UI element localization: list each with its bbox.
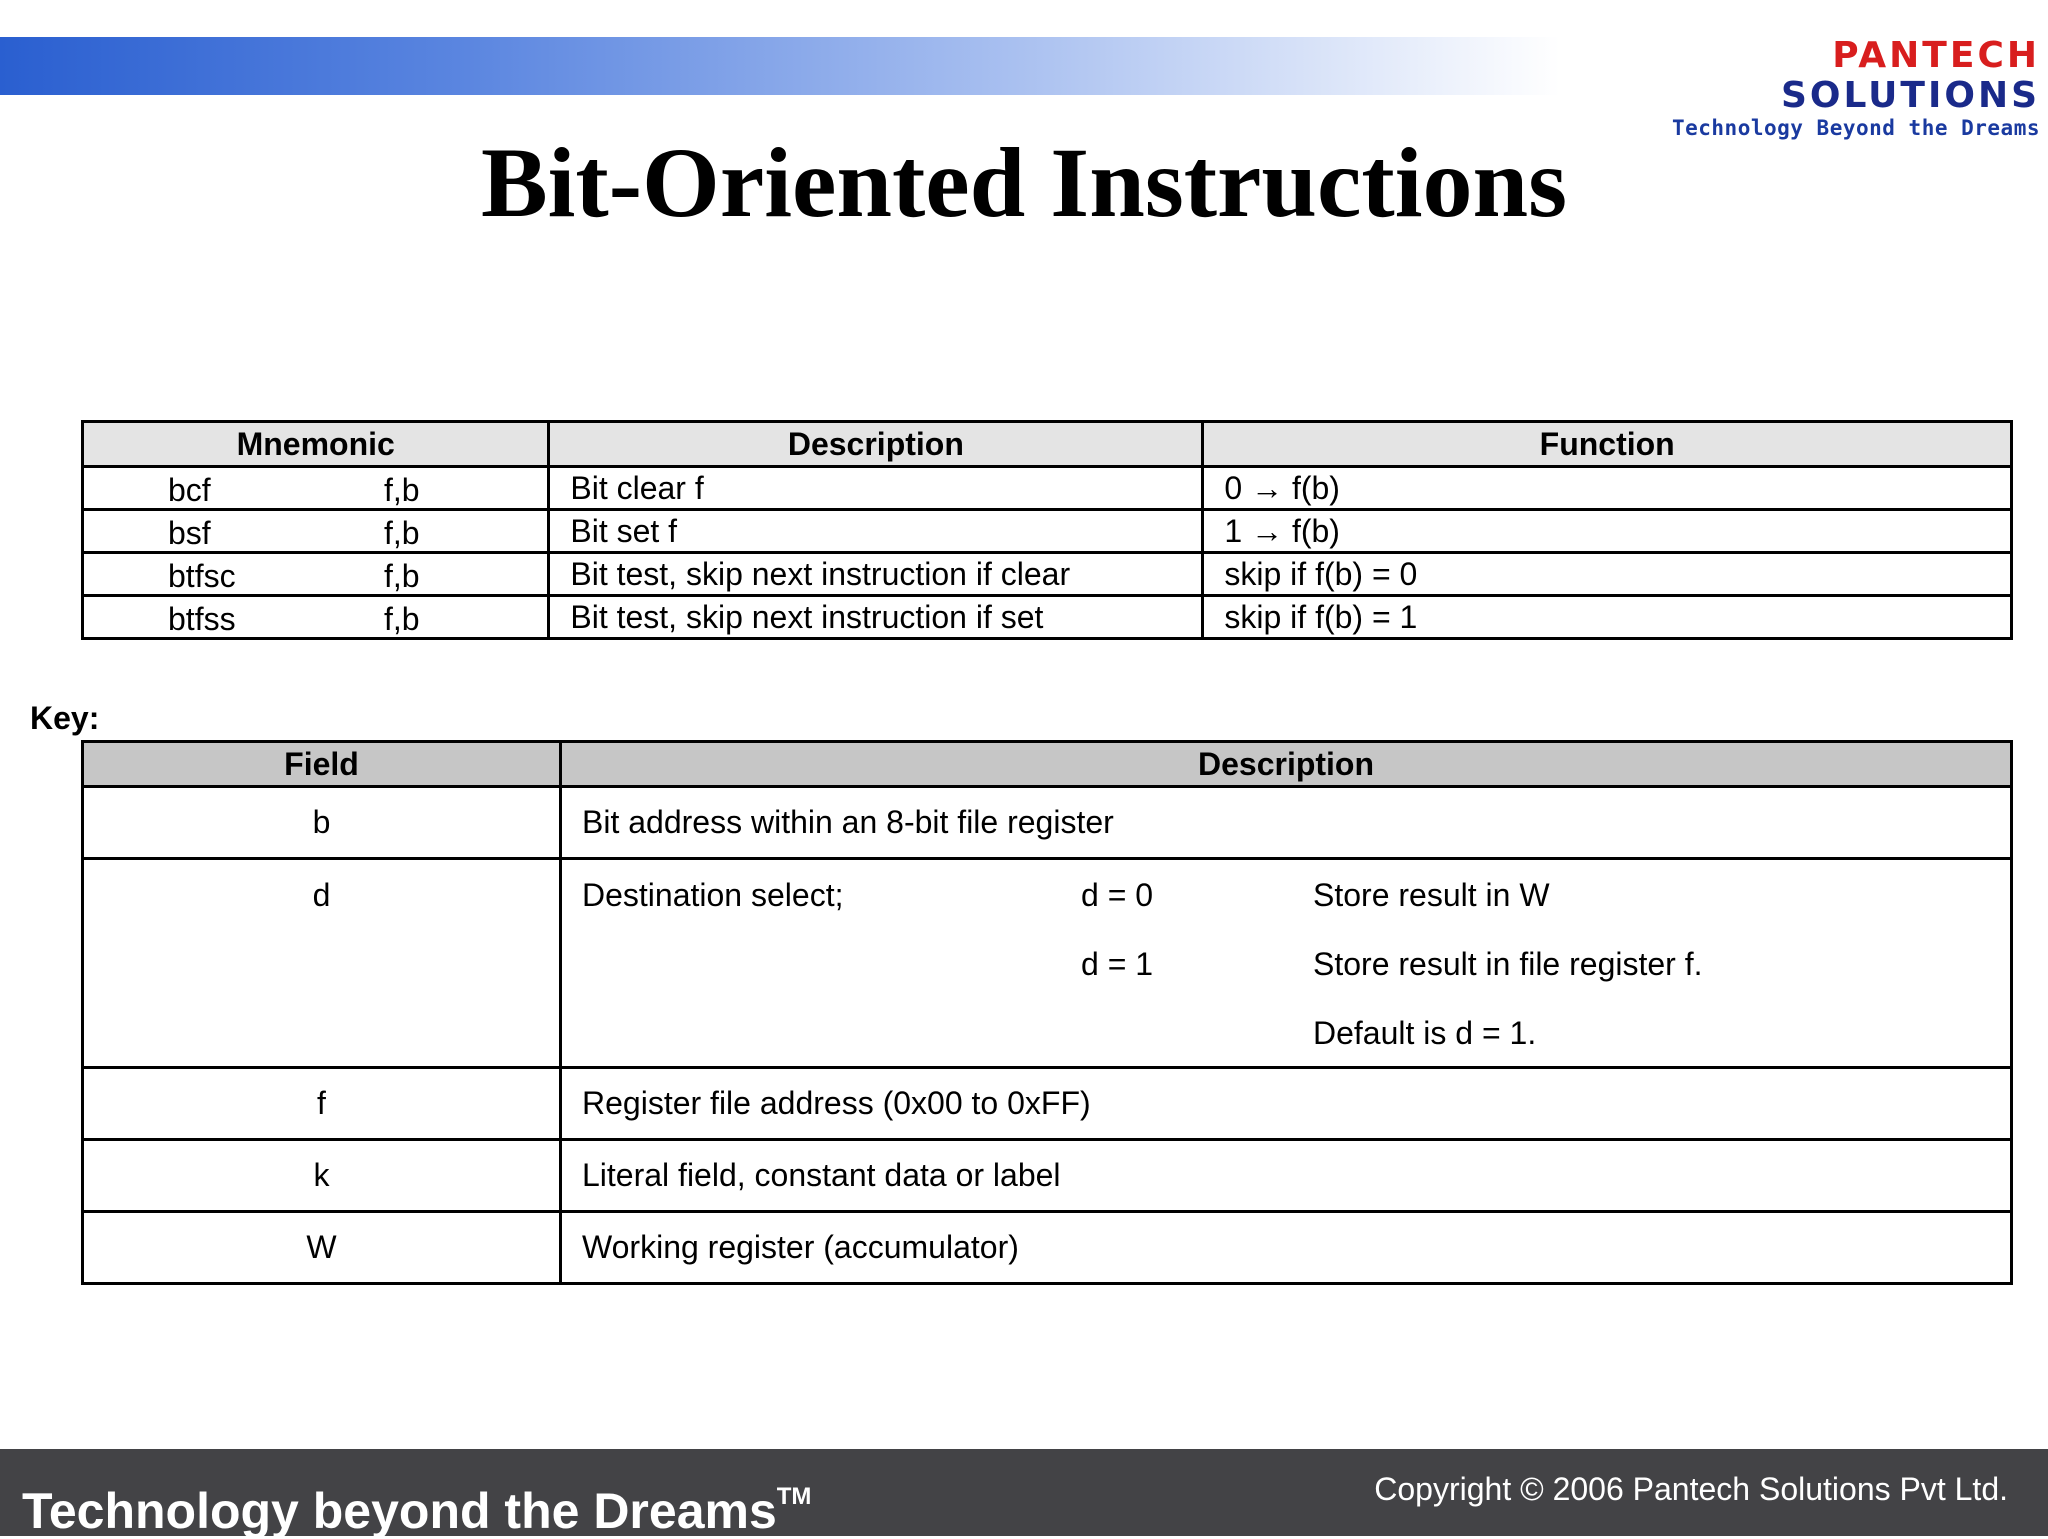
field-cell: f <box>83 1068 561 1140</box>
table-row <box>83 596 2012 639</box>
key-label: Key: <box>30 700 100 736</box>
key-description-cell: Literal field, constant data or label <box>561 1140 2012 1212</box>
mnemonic-cell <box>83 553 549 596</box>
mnemonic-cell <box>83 467 549 510</box>
mnemonic-op: btfss <box>168 601 236 637</box>
header-key-description: Description <box>561 742 2012 787</box>
description-cell: Bit clear f <box>549 467 1203 510</box>
table-row <box>83 467 2012 510</box>
option-d0-text: Store result in W <box>1313 877 1550 913</box>
header-mnemonic: Mnemonic <box>83 422 549 467</box>
logo-name <box>1570 36 2040 116</box>
table-row <box>83 553 2012 596</box>
key-table <box>81 740 2013 1285</box>
field-cell: W <box>83 1212 561 1284</box>
default-text: Default is d = 1. <box>1313 1015 1537 1051</box>
footer-copyright: Copyright © 2006 Pantech Solutions Pvt Ltd. <box>1374 1471 2008 1507</box>
field-cell <box>83 859 561 1068</box>
table-row <box>83 1212 2012 1284</box>
table-row <box>83 1068 2012 1140</box>
function-cell: 1 → f(b) <box>1203 510 2012 553</box>
option-d1-condition: d = 1 <box>1081 946 1154 982</box>
option-d0-condition: d = 0 <box>1081 877 1154 913</box>
mnemonic-args: f,b <box>384 472 420 508</box>
key-description-cell: Bit address within an 8-bit file register <box>561 787 2012 859</box>
field-d-label: d <box>312 877 331 913</box>
destination-select-block <box>582 860 2010 1066</box>
mnemonic-op: btfsc <box>168 558 236 594</box>
footer-tagline-text: Technology beyond the Dreams <box>22 1483 777 1539</box>
company-logo <box>1570 36 2040 140</box>
description-cell: Bit test, skip next instruction if set <box>549 596 1203 639</box>
logo-tagline: Technology Beyond the Dreams <box>1671 116 2040 140</box>
key-description-cell: Working register (accumulator) <box>561 1212 2012 1284</box>
field-cell: b <box>83 787 561 859</box>
footer-tagline <box>22 1469 811 1539</box>
table-row <box>83 859 2012 1068</box>
logo-name-part1: PANTECH <box>1832 35 2040 76</box>
table-row <box>83 787 2012 859</box>
header-function: Function <box>1203 422 2012 467</box>
header-field: Field <box>83 742 561 787</box>
function-cell: skip if f(b) = 0 <box>1203 553 2012 596</box>
field-cell: k <box>83 1140 561 1212</box>
key-description-cell <box>561 859 2012 1068</box>
footer-bar <box>0 1449 2048 1539</box>
instruction-table-header <box>83 422 2012 467</box>
option-d1-text: Store result in file register f. <box>1313 946 1703 982</box>
mnemonic-args: f,b <box>384 558 420 594</box>
table-row <box>83 1140 2012 1212</box>
instruction-table <box>81 420 2013 640</box>
mnemonic-args: f,b <box>384 601 420 637</box>
trademark-mark: TM <box>776 1483 812 1510</box>
destination-select-label: Destination select; <box>582 877 844 913</box>
mnemonic-cell <box>83 510 549 553</box>
mnemonic-args: f,b <box>384 515 420 551</box>
function-cell: skip if f(b) = 1 <box>1203 596 2012 639</box>
mnemonic-cell <box>83 596 549 639</box>
function-cell: 0 → f(b) <box>1203 467 2012 510</box>
table-row <box>83 510 2012 553</box>
key-description-cell: Register file address (0x00 to 0xFF) <box>561 1068 2012 1140</box>
slide-title: Bit-Oriented Instructions <box>480 127 1568 238</box>
key-table-header <box>83 742 2012 787</box>
mnemonic-op: bsf <box>168 515 211 551</box>
header-gradient-bar <box>0 37 1560 95</box>
description-cell: Bit set f <box>549 510 1203 553</box>
logo-name-part2: SOLUTIONS <box>1780 75 2040 116</box>
header-description: Description <box>549 422 1203 467</box>
description-cell: Bit test, skip next instruction if clear <box>549 553 1203 596</box>
mnemonic-op: bcf <box>168 472 211 508</box>
